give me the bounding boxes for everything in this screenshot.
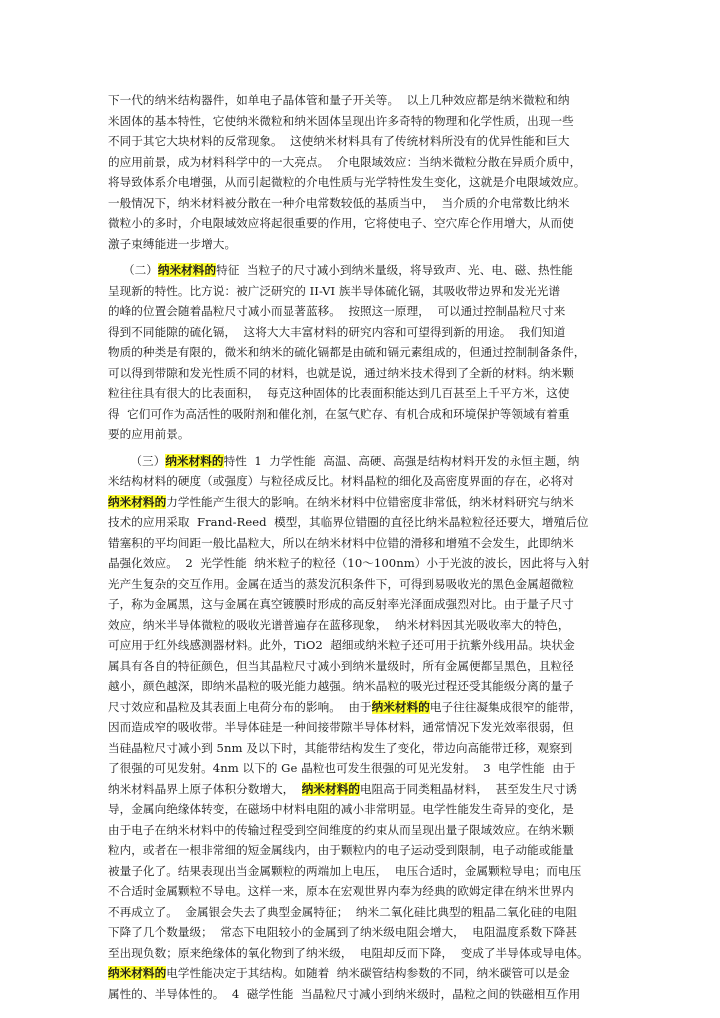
text-run: 被量子化了。结果表现出当金属颗粒的两端加上电压， 电压合适时，金属颗粒导电；而电压 [108,863,582,878]
text-run: 电学性能决定于其结构。如随着 纳米碳管结构参数的不同，纳米碳管可以是金 [166,966,570,980]
text-run: 可应用于红外线感测器材料。此外，TiO2 超细或纳米粒子还可用于抗紫外线用品。块状金 [108,638,575,652]
text-run: 效应，纳米半导体微粒的吸收光谱普遍存在蓝移现象， 纳米材料因其光吸收率大的特色， [108,617,570,632]
text-run: 呈现新的特性。比方说：被广泛研究的 II-VI 族半导体硫化镉，其吸收带边界和发光光谱 [108,283,561,298]
text-line [108,861,616,882]
text-line [108,322,616,343]
text-line [108,553,616,574]
text-run: 错塞积的平均间距一般比晶粒大，所以在纳米材料中位错的滑移和增殖不会发生，此即纳米 [108,535,574,550]
text-line [108,594,616,615]
text-line [108,717,616,738]
text-line [108,697,616,718]
text-run: 导，金属向绝缘体转变，在磁场中材料电阻的减小非常明显。电学性能发生奇异的变化，是 [108,802,574,816]
text-line [108,172,616,193]
text-line [108,533,616,554]
text-run: 下一代的纳米结构器件，如单电子晶体管和量子开关等。 以上几种效应都是纳米微粒和纳 [108,93,570,107]
text-line [108,922,616,943]
text-line [108,234,616,255]
text-line [108,90,616,111]
text-run: 不同于其它大块材料的反常现象。 这使纳米材料具有了传统材料所没有的优异性能和巨大 [108,134,570,148]
text-run: 晶强化效应。 2 光学性能 纳米粒子的粒径（10～100nm）小于光波的波长，因此将与入射 [108,556,590,570]
text-line [108,260,616,281]
text-line [108,820,616,841]
text-line [108,152,616,173]
text-run: 的峰的位置会随着晶粒尺寸减小而显著蓝移。 按照这一原理， 可以通过控制晶粒尺寸来 [108,304,566,318]
text-run: 微粒小的多时，介电限域效应将起很重要的作用，它将使电子、空穴库仑作用增大，从而使 [108,216,574,230]
document-page [108,90,616,1004]
text-run: 粒内，或者在一根非常细的短金属线内，由于颗粒内的电子运动受到限制，电子动能或能量 [108,843,574,857]
text-line [108,943,616,964]
text-line [108,635,616,656]
text-line [108,404,616,425]
highlighted-term: 纳米材料的 [108,494,167,509]
text-run: 可以得到带隙和发光性质不同的材料，也就是说，通过纳米技术得到了全新的材料。纳米颗 [108,365,574,380]
text-line [108,424,616,445]
text-run: 得到不同能隙的硫化镉， 这将大大丰富材料的研究内容和可望得到新的用途。 我们知道 [108,324,566,339]
highlighted-term: 纳米材料的 [108,966,167,980]
text-run: 一般情况下，纳米材料被分散在一种介电常数较低的基质当中， 当介质的介电常数比纳米 [108,195,570,210]
text-run: 电阻高于同类粗晶材料， 甚至发生尺寸诱 [360,781,578,796]
text-line [108,213,616,234]
text-run: 属具有各自的特征颜色，但当其晶粒尺寸减小到纳米量级时，所有金属便都呈黑色，且粒径 [108,658,574,673]
text-run: 了很强的可见发射。4nm 以下的 Ge 晶粒也可发生很强的可见光发射。 3 电学性能 由于 [108,761,576,775]
text-line [108,758,616,779]
text-run: 至出现负数；原来绝缘体的氧化物到了纳米级， 电阻却反而下降， 变成了半导体或导电体。 [108,945,589,960]
text-line [108,779,616,800]
text-line [108,451,616,472]
text-run: 特性 1 力学性能 高温、高硬、高强是结构材料开发的永恒主题，纳 [223,453,580,468]
text-run: 力学性能产生很大的影响。在纳米材料中位错密度非常低，纳米材料研究与纳米 [166,494,574,509]
text-run: 得 它们可作为高活性的吸附剂和催化剂，在氢气贮存、有机合成和环境保护等领域有着重 [108,406,570,421]
text-line [108,738,616,759]
text-line [108,363,616,384]
text-run: 尺寸效应和晶粒及其表面上电荷分布的影响。 由于 [108,699,372,714]
text-run: 激子束缚能进一步增大。 [108,236,237,251]
text-run: 不再成立了。 金属银会失去了典型金属特征； 纳米二氧化硅比典型的粗晶二氧化硅的电阻 [108,904,578,919]
text-run: 不合适时金属颗粒不导电。这样一来，原本在宏观世界内奉为经典的欧姆定律在纳米世界内 [108,884,574,898]
text-run: 米固体的基本特性，它使纳米微粒和纳米固体呈现出许多奇特的物理和化学性质，出现一些 [108,113,574,128]
highlighted-term: 纳米材料的 [157,263,217,277]
text-line [108,902,616,923]
text-line [108,676,616,697]
text-run: 光产生复杂的交互作用。金属在适当的蒸发沉积条件下，可得到易吸收光的黑色金属超微粒 [108,576,574,591]
text-line [108,881,616,902]
text-line [108,301,616,322]
text-line [108,193,616,214]
text-line [108,512,616,533]
paragraph [108,90,616,254]
text-run: 子，称为金属黑，这与金属在真空镀膜时形成的高反射率光泽面成强烈对比。由于量子尺寸 [108,597,574,611]
text-run: 米结构材料的硬度（或强度）与粒径成反比。材料晶粒的细化及高密度界面的存在，必将对 [108,474,574,488]
highlighted-term: 纳米材料的 [165,453,224,468]
text-run: 纳米材料晶界上原子体积分数增大， [108,781,302,796]
text-run: （三） [108,453,166,468]
text-line [108,383,616,404]
text-line [108,471,616,492]
text-line [108,840,616,861]
text-run: （二） [108,263,158,277]
text-run: 当硅晶粒尺寸减小到 5nm 及以下时，其能带结构发生了变化，带边向高能带迁移，观察到 [108,740,573,755]
text-line [108,963,616,984]
text-run: 将导致体系介电增强，从而引起微粒的介电性质与光学特性发生变化，这就是介电限域效应。 [108,175,586,189]
text-line [108,656,616,677]
text-line [108,492,616,513]
text-line [108,799,616,820]
highlighted-term: 纳米材料的 [301,781,361,796]
highlighted-term: 纳米材料的 [371,699,430,714]
text-run: 电子往往凝集成很窄的能带， [429,699,582,714]
text-run: 属性的、半导体性的。 4 磁学性能 当晶粒尺寸减小到纳米级时，晶粒之间的铁磁相互作用 [108,986,581,1001]
text-run: 物质的种类是有限的，微米和纳米的硫化镉都是由硫和镉元素组成的，但通过控制制备条件， [108,345,586,359]
text-run: 越小，颜色越深，即纳米晶粒的吸光能力越强。纳米晶粒的吸光过程还受其能级分离的量子 [108,679,574,693]
text-run: 要的应用前景。 [108,427,190,441]
text-run: 特征 当粒子的尺寸减小到纳米量级，将导致声、光、电、磁、热性能 [216,263,573,277]
text-run: 因而造成窄的吸收带。半导体硅是一种间接带隙半导体材料，通常情况下发光效率很弱，但 [108,720,574,734]
text-line [108,111,616,132]
text-run: 粒往往具有很大的比表面积， 每克这种固体的比表面积能达到几百甚至上千平方米，这使 [108,386,570,400]
text-line [108,281,616,302]
text-line [108,574,616,595]
text-line [108,131,616,152]
text-run: 技术的应用采取 Frand-Reed 模型，其临界位错圈的直径比纳米晶粒粒径还要大，增殖后位 [108,515,589,529]
text-run: 的应用前景，成为材料科学中的一大亮点。 介电限域效应：当纳米微粒分散在异质介质中， [108,154,582,169]
text-line [108,342,616,363]
text-run: 由于电子在纳米材料中的传输过程受到空间维度的约束从而呈现出量子限域效应。在纳米颗 [108,822,574,837]
paragraph [108,260,616,445]
text-run: 下降了几个数量级； 常态下电阻较小的金属到了纳米级电阻会增大， 电阻温度系数下降甚 [108,925,578,939]
paragraph [108,451,616,1005]
text-line [108,984,616,1005]
text-line [108,615,616,636]
